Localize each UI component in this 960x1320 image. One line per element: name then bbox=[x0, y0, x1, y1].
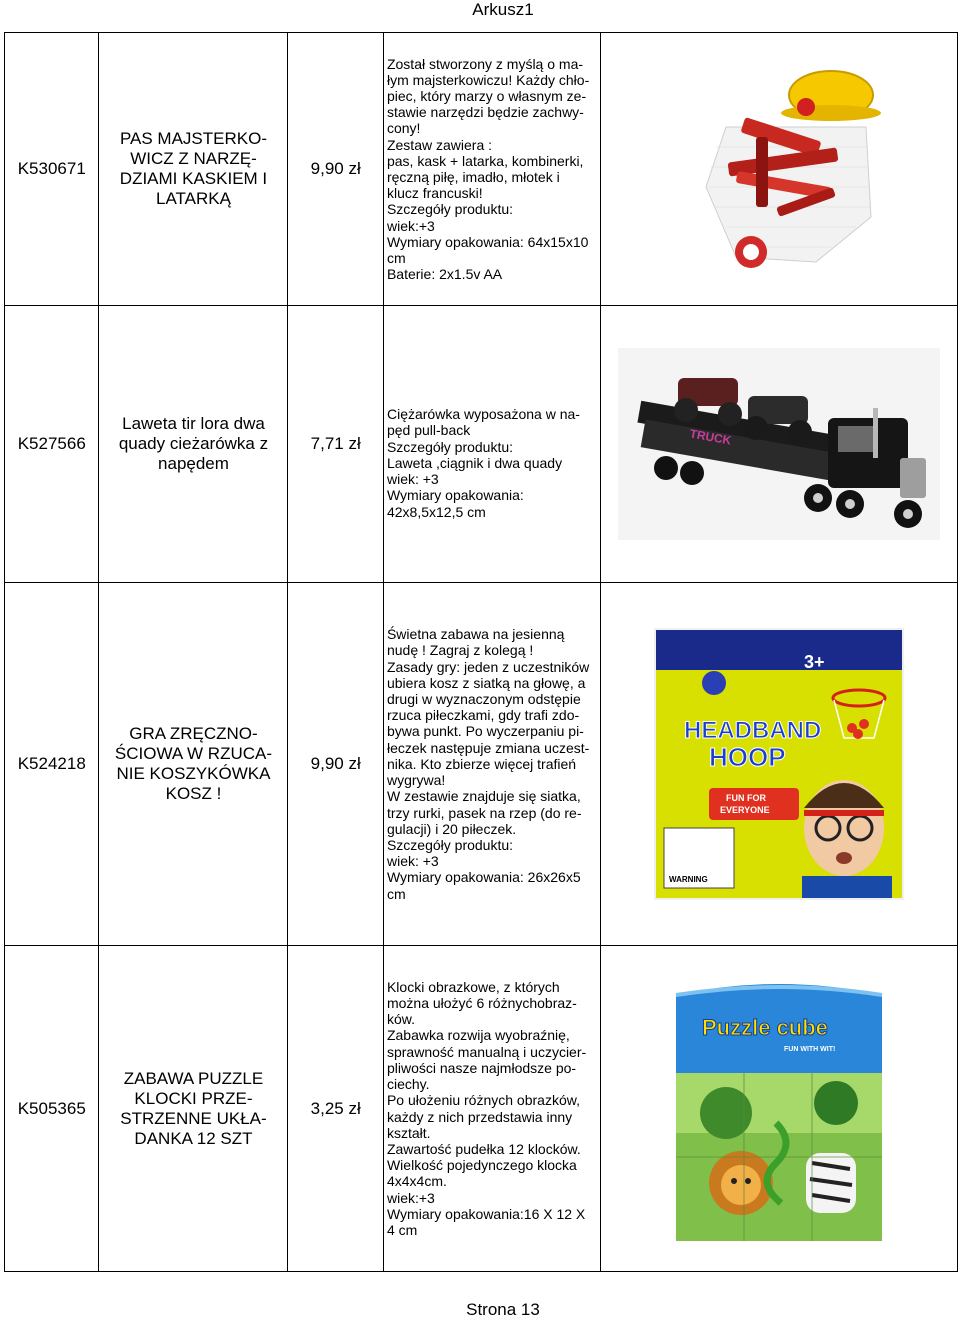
truck-label: TRUCK bbox=[688, 426, 733, 448]
box-subtitle: FUN WITH WIT! bbox=[784, 1045, 836, 1053]
headband-hoop-box-image bbox=[654, 628, 904, 900]
product-name: GRA ZRĘCZNO- ŚCIOWA W RZUCA- NIE KOSZYKÓWKA KOSZ ! bbox=[99, 583, 288, 946]
box-title-2: HOOP bbox=[709, 742, 786, 772]
product-name: Laweta tir lora dwa quady cieżarówka z napędem bbox=[99, 306, 288, 583]
badge-line-1: FUN FOR bbox=[726, 793, 767, 803]
product-description: Ciężarówka wyposażona w na- pęd pull-back Szczegóły produktu: Laweta ,ciągnik i dwa quady wiek: +3 Wymiary opakowania: 42x8,5x12,5 cm bbox=[383, 306, 600, 583]
product-price: 3,25 zł bbox=[288, 946, 384, 1272]
badge-line-2: EVERYONE bbox=[720, 805, 770, 815]
product-description: Świetna zabawa na jesienną nudę ! Zagraj z kolegą ! Zasady gry: jeden z uczestników ubiera kosz z siatką na głowę, a drugi w wyznaczonym odstępie rzuca piłeczkami, gdy trafi zdo- bywa punkt. Po wyczerpaniu pi- łeczek następuje zmiana uczest- nika. Kto zbierze więcej trafień wygrywa! W zestawie znajduje się siatka, trzy rurki, pasek na rzep (do re- gulacji) i 20 piłeczek. Szczegóły produktu: wiek: +3 Wymiary opakowania: 26x26x5 cm bbox=[383, 583, 600, 946]
product-name: PAS MAJSTERKO- WICZ Z NARZĘ- DZIAMI KASKIEM I LATARKĄ bbox=[99, 33, 288, 306]
product-image-cell bbox=[601, 583, 958, 946]
product-description: Klocki obrazkowe, z których można ułożyć 6 różnychobraz- ków. Zabawka rozwija wyobraźnię, sprawność manualną i uczycier- pliwości nasze najmłodsze po- ciechy. Po ułożeniu różnych obrazków, każdy z nich przedstawia inny kształt. Zawartość pudełka 12 klocków. Wielkość pojedynczego klocka 4x4x4cm. wiek:+3 Wymiary opakowania:16 X 12 X 4 cm bbox=[383, 946, 600, 1272]
truck-with-quads-image bbox=[618, 348, 940, 540]
product-name: ZABAWA PUZZLE KLOCKI PRZE- STRZENNE UKŁA- DANKA 12 SZT bbox=[99, 946, 288, 1272]
puzzle-cube-box-image bbox=[666, 973, 892, 1245]
page-number: Strona 13 bbox=[466, 1300, 540, 1319]
product-table bbox=[4, 32, 958, 1272]
sheet-title: Arkusz1 bbox=[472, 0, 534, 19]
table-row bbox=[5, 946, 958, 1272]
box-title-1: HEADBAND bbox=[684, 717, 822, 744]
product-code: K530671 bbox=[5, 33, 99, 306]
age-label: 3+ bbox=[804, 652, 825, 672]
warning-label: WARNING bbox=[669, 875, 708, 884]
table-row bbox=[5, 306, 958, 583]
product-price: 7,71 zł bbox=[288, 306, 384, 583]
table-row bbox=[5, 583, 958, 946]
product-image-cell bbox=[601, 946, 958, 1272]
product-code: K527566 bbox=[5, 306, 99, 583]
box-title: Puzzle cube bbox=[702, 1014, 828, 1040]
product-price: 9,90 zł bbox=[288, 33, 384, 306]
product-code: K524218 bbox=[5, 583, 99, 946]
table-row bbox=[5, 33, 958, 306]
product-image-cell bbox=[601, 306, 958, 583]
product-description: Został stworzony z myślą o ma- łym majsterkowiczu! Każdy chło- piec, który marzy o własnym ze- stawie narzędzi będzie zachwy- cony! Zestaw zawiera : pas, kask + latarka, kombinerki, ręczną piłę, imadło, młotek i klucz francuski! Szczegóły produktu: wiek:+3 Wymiary opakowania: 64x15x10 cm Baterie: 2x1.5v AA bbox=[383, 33, 600, 306]
tool-belt-set-image bbox=[666, 67, 892, 271]
product-price: 9,90 zł bbox=[288, 583, 384, 946]
product-image-cell bbox=[601, 33, 958, 306]
product-code: K505365 bbox=[5, 946, 99, 1272]
